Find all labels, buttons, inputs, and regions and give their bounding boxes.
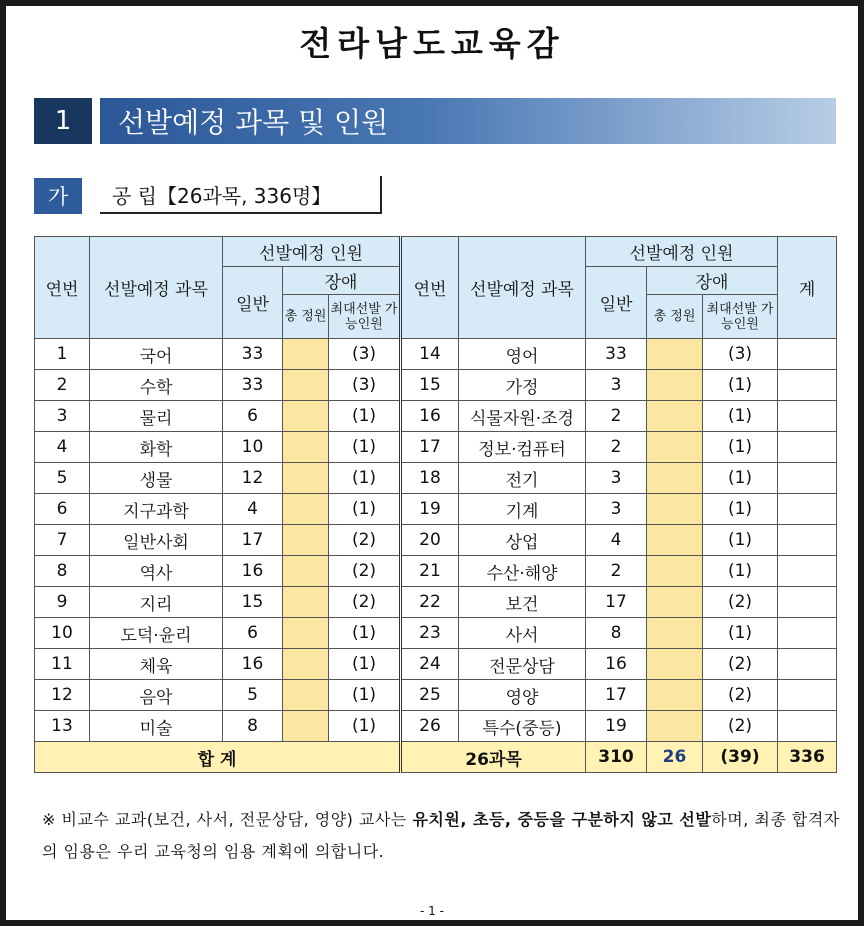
row-max: (1) xyxy=(703,463,778,494)
row-quota xyxy=(647,463,703,494)
row-general: 4 xyxy=(586,525,647,556)
row-max: (1) xyxy=(329,711,401,742)
row-quota xyxy=(647,494,703,525)
table-row xyxy=(35,556,837,587)
row-general: 17 xyxy=(586,680,647,711)
row-subject: 음악 xyxy=(90,680,223,711)
row-general: 6 xyxy=(223,401,283,432)
row-no: 23 xyxy=(401,618,459,649)
row-subject: 전문상담 xyxy=(459,649,586,680)
row-general: 16 xyxy=(223,649,283,680)
row-max: (1) xyxy=(703,370,778,401)
row-general: 17 xyxy=(223,525,283,556)
row-max: (2) xyxy=(329,556,401,587)
row-max: (1) xyxy=(703,618,778,649)
row-quota xyxy=(647,556,703,587)
row-subject: 수학 xyxy=(90,370,223,401)
row-no: 25 xyxy=(401,680,459,711)
row-general: 19 xyxy=(586,711,647,742)
row-no: 2 xyxy=(35,370,90,401)
table-row xyxy=(35,401,837,432)
table-row xyxy=(35,432,837,463)
row-sum xyxy=(778,711,837,742)
row-max: (3) xyxy=(329,370,401,401)
row-no: 17 xyxy=(401,432,459,463)
row-no: 1 xyxy=(35,339,90,370)
row-max: (2) xyxy=(703,680,778,711)
header-max-possible: 최대선발 가능인원 xyxy=(329,295,401,339)
row-general: 16 xyxy=(586,649,647,680)
row-no: 26 xyxy=(401,711,459,742)
section-title: 선발예정 과목 및 인원 xyxy=(100,98,836,144)
table-row xyxy=(35,339,837,370)
header-total-quota: 총 정원 xyxy=(647,295,703,339)
row-max: (2) xyxy=(703,649,778,680)
row-sum xyxy=(778,494,837,525)
row-general: 33 xyxy=(223,339,283,370)
header-disabled: 장애 xyxy=(647,267,778,295)
row-max: (3) xyxy=(329,339,401,370)
row-sum xyxy=(778,401,837,432)
row-quota xyxy=(647,711,703,742)
row-quota xyxy=(283,494,329,525)
header-subject: 선발예정 과목 xyxy=(459,237,586,339)
row-no: 5 xyxy=(35,463,90,494)
row-general: 10 xyxy=(223,432,283,463)
row-subject: 지구과학 xyxy=(90,494,223,525)
header-total-quota: 총 정원 xyxy=(283,295,329,339)
row-no: 14 xyxy=(401,339,459,370)
row-no: 6 xyxy=(35,494,90,525)
row-no: 24 xyxy=(401,649,459,680)
row-subject: 식물자원·조경 xyxy=(459,401,586,432)
header-general: 일반 xyxy=(223,267,283,339)
row-sum xyxy=(778,463,837,494)
row-no: 15 xyxy=(401,370,459,401)
row-max: (1) xyxy=(329,618,401,649)
row-no: 19 xyxy=(401,494,459,525)
row-max: (1) xyxy=(329,494,401,525)
row-general: 5 xyxy=(223,680,283,711)
row-no: 13 xyxy=(35,711,90,742)
row-quota xyxy=(283,618,329,649)
document-page xyxy=(6,6,858,920)
row-max: (1) xyxy=(329,463,401,494)
table-row xyxy=(35,494,837,525)
row-max: (2) xyxy=(329,587,401,618)
header-planned: 선발예정 인원 xyxy=(223,237,401,267)
total-row xyxy=(35,742,837,773)
row-no: 7 xyxy=(35,525,90,556)
row-subject: 사서 xyxy=(459,618,586,649)
row-general: 33 xyxy=(223,370,283,401)
row-max: (1) xyxy=(703,494,778,525)
row-quota xyxy=(647,618,703,649)
row-subject: 수산·해양 xyxy=(459,556,586,587)
row-no: 18 xyxy=(401,463,459,494)
header-disabled: 장애 xyxy=(283,267,401,295)
total-subjects: 26과목 xyxy=(401,742,586,773)
total-disabled-quota: 26 xyxy=(647,742,703,773)
row-general: 8 xyxy=(586,618,647,649)
header-general: 일반 xyxy=(586,267,647,339)
row-max: (2) xyxy=(329,525,401,556)
row-quota xyxy=(647,525,703,556)
note-text-1: 비교수 교과(보건, 사서, 전문상담, 영양) 교사는 xyxy=(55,810,413,829)
row-subject: 화학 xyxy=(90,432,223,463)
row-sum xyxy=(778,680,837,711)
row-no: 16 xyxy=(401,401,459,432)
row-general: 2 xyxy=(586,401,647,432)
row-subject: 국어 xyxy=(90,339,223,370)
header-sum: 계 xyxy=(778,237,837,339)
row-quota xyxy=(647,432,703,463)
row-no: 20 xyxy=(401,525,459,556)
row-quota xyxy=(283,432,329,463)
header-max-possible: 최대선발 가능인원 xyxy=(703,295,778,339)
row-quota xyxy=(647,339,703,370)
row-no: 22 xyxy=(401,587,459,618)
row-sum xyxy=(778,587,837,618)
quota-table xyxy=(34,236,837,773)
header-no: 연번 xyxy=(35,237,90,339)
subsection-label: 가 xyxy=(34,178,82,214)
table-row xyxy=(35,587,837,618)
row-general: 12 xyxy=(223,463,283,494)
row-quota xyxy=(647,587,703,618)
row-quota xyxy=(283,401,329,432)
row-general: 3 xyxy=(586,494,647,525)
row-quota xyxy=(647,680,703,711)
row-quota xyxy=(283,711,329,742)
row-max: (3) xyxy=(703,339,778,370)
row-sum xyxy=(778,339,837,370)
row-sum xyxy=(778,525,837,556)
row-no: 4 xyxy=(35,432,90,463)
row-no: 9 xyxy=(35,587,90,618)
table-row xyxy=(35,463,837,494)
row-general: 17 xyxy=(586,587,647,618)
row-general: 15 xyxy=(223,587,283,618)
row-subject: 도덕·윤리 xyxy=(90,618,223,649)
header-no: 연번 xyxy=(401,237,459,339)
row-general: 2 xyxy=(586,556,647,587)
row-subject: 지리 xyxy=(90,587,223,618)
row-general: 3 xyxy=(586,463,647,494)
subsection-text: 공 립【26과목, 336명】 xyxy=(100,176,382,214)
row-quota xyxy=(647,649,703,680)
row-no: 11 xyxy=(35,649,90,680)
row-general: 16 xyxy=(223,556,283,587)
row-max: (1) xyxy=(329,680,401,711)
row-no: 3 xyxy=(35,401,90,432)
row-quota xyxy=(647,401,703,432)
row-max: (1) xyxy=(703,432,778,463)
table-row xyxy=(35,680,837,711)
row-subject: 미술 xyxy=(90,711,223,742)
row-sum xyxy=(778,432,837,463)
row-subject: 영양 xyxy=(459,680,586,711)
row-no: 10 xyxy=(35,618,90,649)
row-max: (2) xyxy=(703,587,778,618)
row-sum xyxy=(778,649,837,680)
row-subject: 체육 xyxy=(90,649,223,680)
row-subject: 가정 xyxy=(459,370,586,401)
row-quota xyxy=(283,556,329,587)
row-max: (1) xyxy=(703,401,778,432)
row-no: 12 xyxy=(35,680,90,711)
row-general: 33 xyxy=(586,339,647,370)
row-subject: 일반사회 xyxy=(90,525,223,556)
row-sum xyxy=(778,370,837,401)
header-subject: 선발예정 과목 xyxy=(90,237,223,339)
row-max: (1) xyxy=(703,556,778,587)
row-quota xyxy=(283,680,329,711)
total-label: 합 계 xyxy=(35,742,401,773)
row-max: (1) xyxy=(329,649,401,680)
row-max: (1) xyxy=(329,432,401,463)
section-number: 1 xyxy=(34,98,92,144)
row-quota xyxy=(283,339,329,370)
row-general: 3 xyxy=(586,370,647,401)
page-title: 전라남도교육감 xyxy=(299,24,565,63)
row-quota xyxy=(283,370,329,401)
row-subject: 상업 xyxy=(459,525,586,556)
row-no: 8 xyxy=(35,556,90,587)
row-general: 6 xyxy=(223,618,283,649)
row-subject: 특수(중등) xyxy=(459,711,586,742)
row-quota xyxy=(283,463,329,494)
header-planned: 선발예정 인원 xyxy=(586,237,778,267)
row-max: (1) xyxy=(703,525,778,556)
table-row xyxy=(35,370,837,401)
row-subject: 보건 xyxy=(459,587,586,618)
row-general: 2 xyxy=(586,432,647,463)
row-no: 21 xyxy=(401,556,459,587)
row-general: 8 xyxy=(223,711,283,742)
footnote xyxy=(42,804,842,868)
row-quota xyxy=(283,649,329,680)
note-text-2: 하며, 최종 합격자의 임용은 우리 교육청의 임용 계획에 의합니다. xyxy=(42,810,840,861)
row-subject: 역사 xyxy=(90,556,223,587)
row-subject: 물리 xyxy=(90,401,223,432)
table-body xyxy=(35,339,837,773)
row-subject: 생물 xyxy=(90,463,223,494)
table-row xyxy=(35,711,837,742)
table-row xyxy=(35,618,837,649)
row-sum xyxy=(778,618,837,649)
row-quota xyxy=(283,525,329,556)
row-quota xyxy=(283,587,329,618)
page-number: - 1 - xyxy=(420,904,444,918)
note-mark: ※ xyxy=(42,810,56,829)
table-row xyxy=(35,525,837,556)
row-subject: 전기 xyxy=(459,463,586,494)
total-general: 310 xyxy=(586,742,647,773)
total-sum: 336 xyxy=(778,742,837,773)
row-subject: 기계 xyxy=(459,494,586,525)
row-subject: 영어 xyxy=(459,339,586,370)
row-max: (1) xyxy=(329,401,401,432)
row-sum xyxy=(778,556,837,587)
row-subject: 정보·컴퓨터 xyxy=(459,432,586,463)
table-row xyxy=(35,649,837,680)
row-general: 4 xyxy=(223,494,283,525)
row-max: (2) xyxy=(703,711,778,742)
row-quota xyxy=(647,370,703,401)
total-max-possible: (39) xyxy=(703,742,778,773)
note-bold: 유치원, 초등, 중등을 구분하지 않고 선발 xyxy=(412,810,712,829)
